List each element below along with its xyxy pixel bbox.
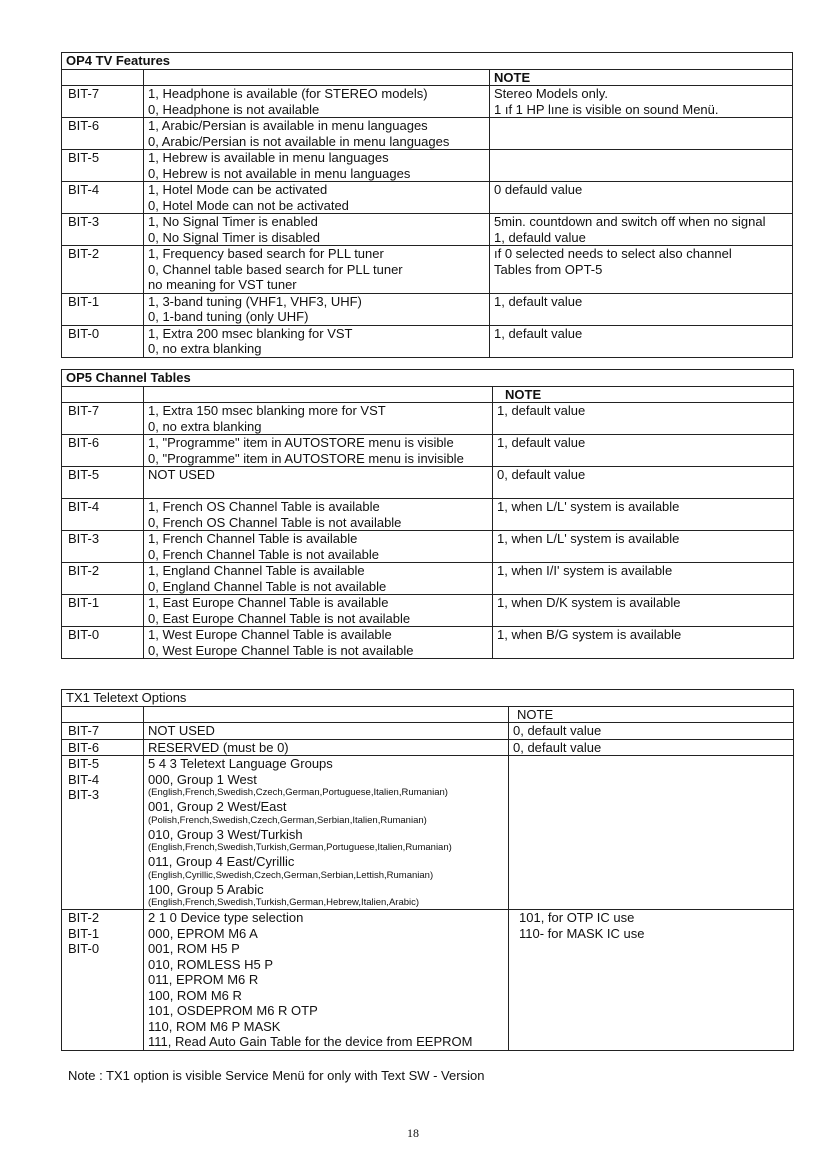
op5-row <box>62 563 794 595</box>
op4-description-line: 1, Frequency based search for PLL tuner <box>148 246 384 261</box>
tx1-device-type-line: 111, Read Auto Gain Table for the device from EEPROM <box>148 1034 473 1049</box>
tx1-language-list: (English,French,Swedish,Czech,German,Portuguese,Italien,Rumanian) <box>148 787 448 798</box>
tx1-bit-label: BIT-0 <box>68 941 100 956</box>
tx1-note-line: 110- for MASK IC use <box>519 925 645 941</box>
tx1-table <box>61 689 794 1051</box>
op4-note-line: 5min. countdown and switch off when no signal <box>494 214 766 229</box>
op4-bit-label: BIT-4 <box>62 182 144 214</box>
tx1-device-type-line: 2 1 0 Device type selection <box>148 910 304 925</box>
tx1-language-list: (Polish,French,Swedish,Czech,German,Serbian,Italien,Rumanian) <box>148 814 427 826</box>
op4-title: OP4 TV Features <box>62 53 793 70</box>
tx1-device-types <box>144 910 509 1051</box>
op5-description-line: 1, French Channel Table is available <box>148 531 358 546</box>
op4-row <box>62 293 793 325</box>
op5-description-line: 0, West Europe Channel Table is not available <box>148 642 414 658</box>
tx1-language-group-line: 011, Group 4 East/Cyrillic <box>148 854 295 869</box>
op4-bit-description <box>144 214 490 246</box>
op5-bit-label: BIT-2 <box>62 563 144 595</box>
tx1-language-group-line: 001, Group 2 West/East <box>148 799 287 814</box>
op5-bit-description <box>144 403 493 435</box>
op5-bit-label: BIT-3 <box>62 531 144 563</box>
op4-description-line: 0, 1-band tuning (only UHF) <box>148 309 309 324</box>
op5-bit-label: BIT-6 <box>62 435 144 467</box>
op4-description-line: no meaning for VST tuner <box>148 277 297 292</box>
op4-description-line: 1, 3-band tuning (VHF1, VHF3, UHF) <box>148 293 362 309</box>
op5-note-line: 0, default value <box>497 467 586 482</box>
op4-row <box>62 182 793 214</box>
op4-title-row <box>62 53 793 70</box>
op5-description-line: 0, East Europe Channel Table is not available <box>148 610 411 626</box>
op4-header-row <box>62 69 793 86</box>
tx1-language-group-line: 5 4 3 Teletext Language Groups <box>148 756 333 771</box>
op5-bit-note <box>493 467 794 499</box>
op5-bit-note <box>493 531 794 563</box>
op4-bit-description <box>144 182 490 214</box>
op4-bit-note <box>490 293 793 325</box>
tx1-note-header: NOTE <box>509 706 794 723</box>
op4-description-line: 1, Extra 200 msec blanking for VST <box>148 325 353 341</box>
op4-bit-label: BIT-2 <box>62 246 144 294</box>
op5-bit-label: BIT-7 <box>62 403 144 435</box>
op5-row <box>62 627 794 659</box>
op4-note-line: 0 defauld value <box>494 182 583 197</box>
op4-bit-note <box>490 182 793 214</box>
op5-note-line: 1, when L/L' system is available <box>497 531 680 546</box>
op4-table <box>61 52 793 358</box>
tx1-language-groups <box>144 756 509 910</box>
tx1-bit-description: NOT USED <box>144 723 509 740</box>
tx1-title: TX1 Teletext Options <box>62 690 794 707</box>
op4-bit-label: BIT-6 <box>62 118 144 150</box>
op5-description-line: 1, West Europe Channel Table is available <box>148 627 392 642</box>
op5-bit-label: BIT-5 <box>62 467 144 499</box>
op5-description-line: 1, England Channel Table is available <box>148 563 365 578</box>
op4-note-line: 1, defauld value <box>494 229 586 245</box>
op4-bit-label: BIT-7 <box>62 86 144 118</box>
tx1-row-bit7 <box>62 723 794 740</box>
tx1-bit-label: BIT-1 <box>68 925 100 941</box>
tx1-device-type-line: 000, EPROM M6 A <box>148 925 258 941</box>
op5-row <box>62 435 794 467</box>
op5-bit-note <box>493 499 794 531</box>
op5-description-line: 0, French Channel Table is not available <box>148 546 380 562</box>
tx1-bit-label: BIT-5 <box>68 756 100 771</box>
op4-description-line: 0, Hotel Mode can not be activated <box>148 197 349 213</box>
op5-note-line: 1, when I/I' system is available <box>497 563 673 578</box>
op4-description-line: 1, Hotel Mode can be activated <box>148 182 328 197</box>
op4-row <box>62 86 793 118</box>
op5-title-row <box>62 370 794 387</box>
op5-bit-description <box>144 563 493 595</box>
op5-description-line: 0, England Channel Table is not available <box>148 578 387 594</box>
tx1-header-row <box>62 706 794 723</box>
op4-description-line: 0, Hebrew is not available in menu languages <box>148 165 411 181</box>
op4-description-line: 1, Headphone is available (for STEREO models) <box>148 86 428 101</box>
tx1-bit-description: RESERVED (must be 0) <box>144 739 509 756</box>
op5-bit-description <box>144 595 493 627</box>
tx1-bit-label: BIT-2 <box>68 910 100 925</box>
op4-row <box>62 150 793 182</box>
op4-bit-label: BIT-0 <box>62 325 144 357</box>
op5-description-line: 1, Extra 150 msec blanking more for VST <box>148 403 386 418</box>
op4-bit-label: BIT-3 <box>62 214 144 246</box>
op5-row <box>62 595 794 627</box>
op4-note-line: 1 ıf 1 HP lıne is visible on sound Menü. <box>494 101 719 117</box>
op4-row <box>62 325 793 357</box>
op5-bit-description <box>144 627 493 659</box>
op5-bit-note <box>493 435 794 467</box>
op5-title: OP5 Channel Tables <box>62 370 794 387</box>
op4-description-line: 1, No Signal Timer is enabled <box>148 214 318 229</box>
tx1-language-group-line: 100, Group 5 Arabic <box>148 881 264 897</box>
tx1-bit-label: BIT-3 <box>68 787 100 802</box>
tx1-row-device-type <box>62 910 794 1051</box>
footnote: Note : TX1 option is visible Service Menü for only with Text SW - Version <box>68 1068 485 1083</box>
tx1-row-bit6 <box>62 739 794 756</box>
tx1-device-type-line: 010, ROMLESS H5 P <box>148 956 273 972</box>
op5-row <box>62 499 794 531</box>
tx1-device-type-line: 100, ROM M6 R <box>148 987 242 1003</box>
tx1-bit-note: 0, default value <box>509 739 794 756</box>
tx1-language-list: (English,French,Swedish,Turkish,German,Hebrew,Italien,Arabic) <box>148 897 420 908</box>
op5-note-header: NOTE <box>493 386 794 403</box>
op4-note-line: ıf 0 selected needs to select also channel <box>494 246 732 261</box>
op5-description-line: 1, French OS Channel Table is available <box>148 499 380 514</box>
tx1-language-bits <box>62 756 144 910</box>
tx1-device-notes <box>509 910 794 1051</box>
tx1-row-language-groups <box>62 756 794 910</box>
op5-row <box>62 403 794 435</box>
tx1-language-group-line: 000, Group 1 West <box>148 771 257 787</box>
op4-description-line: 0, Headphone is not available <box>148 101 320 117</box>
op4-bit-note <box>490 118 793 150</box>
op4-bit-description <box>144 86 490 118</box>
op4-description-line: 0, no extra blanking <box>148 341 262 356</box>
page-number: 18 <box>407 1126 419 1140</box>
tx1-device-bits <box>62 910 144 1051</box>
op5-bit-description <box>144 467 493 499</box>
op5-bit-description <box>144 499 493 531</box>
op4-bit-description <box>144 246 490 294</box>
op4-row <box>62 214 793 246</box>
op4-row <box>62 246 793 294</box>
op5-bit-label: BIT-1 <box>62 595 144 627</box>
op5-bit-note <box>493 627 794 659</box>
op5-description-line: 0, French OS Channel Table is not available <box>148 514 402 530</box>
tx1-device-type-line: 110, ROM M6 P MASK <box>148 1018 281 1034</box>
tx1-bit-label: BIT-6 <box>62 739 144 756</box>
op5-note-line: 1, default value <box>497 403 586 418</box>
tx1-language-list: (English,Cyrillic,Swedish,Czech,German,Serbian,Lettish,Rumanian) <box>148 869 434 881</box>
tx1-title-row <box>62 690 794 707</box>
op4-note-line: 1, default value <box>494 325 583 341</box>
op4-bit-note <box>490 246 793 294</box>
op5-bit-note <box>493 595 794 627</box>
tx1-language-list: (English,French,Swedish,Turkish,German,Portuguese,Italien,Rumanian) <box>148 842 452 853</box>
op4-description-line: 0, Channel table based search for PLL tuner <box>148 261 403 277</box>
op4-bit-description <box>144 293 490 325</box>
op4-bit-note <box>490 150 793 182</box>
op5-note-line: 1, when D/K system is available <box>497 595 681 610</box>
op4-note-line: 1, default value <box>494 293 583 309</box>
op5-bit-label: BIT-0 <box>62 627 144 659</box>
op5-description-line <box>148 483 488 499</box>
op5-header-row <box>62 386 794 403</box>
op4-description-line: 0, Arabic/Persian is not available in menu languages <box>148 133 450 149</box>
op4-note-line: Stereo Models only. <box>494 86 608 101</box>
tx1-bit-note: 0, default value <box>509 723 794 740</box>
tx1-bit-label: BIT-7 <box>62 723 144 740</box>
op4-bit-label: BIT-5 <box>62 150 144 182</box>
op4-bit-description <box>144 325 490 357</box>
op4-bit-note <box>490 325 793 357</box>
op4-description-line: 1, Arabic/Persian is available in menu languages <box>148 118 428 133</box>
op4-description-line: 1, Hebrew is available in menu languages <box>148 150 389 165</box>
tx1-note-line: 101, for OTP IC use <box>519 910 635 925</box>
op5-description-line: NOT USED <box>148 467 215 482</box>
op5-bit-note <box>493 563 794 595</box>
op4-row <box>62 118 793 150</box>
op5-description-line: 0, no extra blanking <box>148 418 262 434</box>
op4-note-header: NOTE <box>490 69 793 86</box>
op5-description-line: 0, "Programme" item in AUTOSTORE menu is invisible <box>148 450 464 466</box>
op5-table <box>61 369 794 659</box>
op4-bit-note <box>490 214 793 246</box>
op5-note-line: 1, when L/L' system is available <box>497 499 680 514</box>
op4-bit-label: BIT-1 <box>62 293 144 325</box>
op5-bit-description <box>144 531 493 563</box>
op5-note-line: 1, default value <box>497 435 586 450</box>
op5-row <box>62 531 794 563</box>
tx1-language-group-line: 010, Group 3 West/Turkish <box>148 826 303 842</box>
op5-note-line: 1, when B/G system is available <box>497 627 682 642</box>
tx1-bit-label: BIT-4 <box>68 771 100 787</box>
op4-note-line: Tables from OPT-5 <box>494 261 603 277</box>
op5-bit-note <box>493 403 794 435</box>
op4-description-line: 0, No Signal Timer is disabled <box>148 229 320 245</box>
op5-description-line: 1, East Europe Channel Table is available <box>148 595 389 610</box>
tx1-device-type-line: 101, OSDEPROM M6 R OTP <box>148 1003 318 1018</box>
tx1-device-type-line: 001, ROM H5 P <box>148 941 240 956</box>
op5-bit-description <box>144 435 493 467</box>
op4-bit-note <box>490 86 793 118</box>
op4-bit-description <box>144 118 490 150</box>
op4-bit-description <box>144 150 490 182</box>
op5-row <box>62 467 794 499</box>
tx1-device-type-line: 011, EPROM M6 R <box>148 972 259 987</box>
op5-description-line: 1, "Programme" item in AUTOSTORE menu is visible <box>148 435 454 450</box>
op5-bit-label: BIT-4 <box>62 499 144 531</box>
